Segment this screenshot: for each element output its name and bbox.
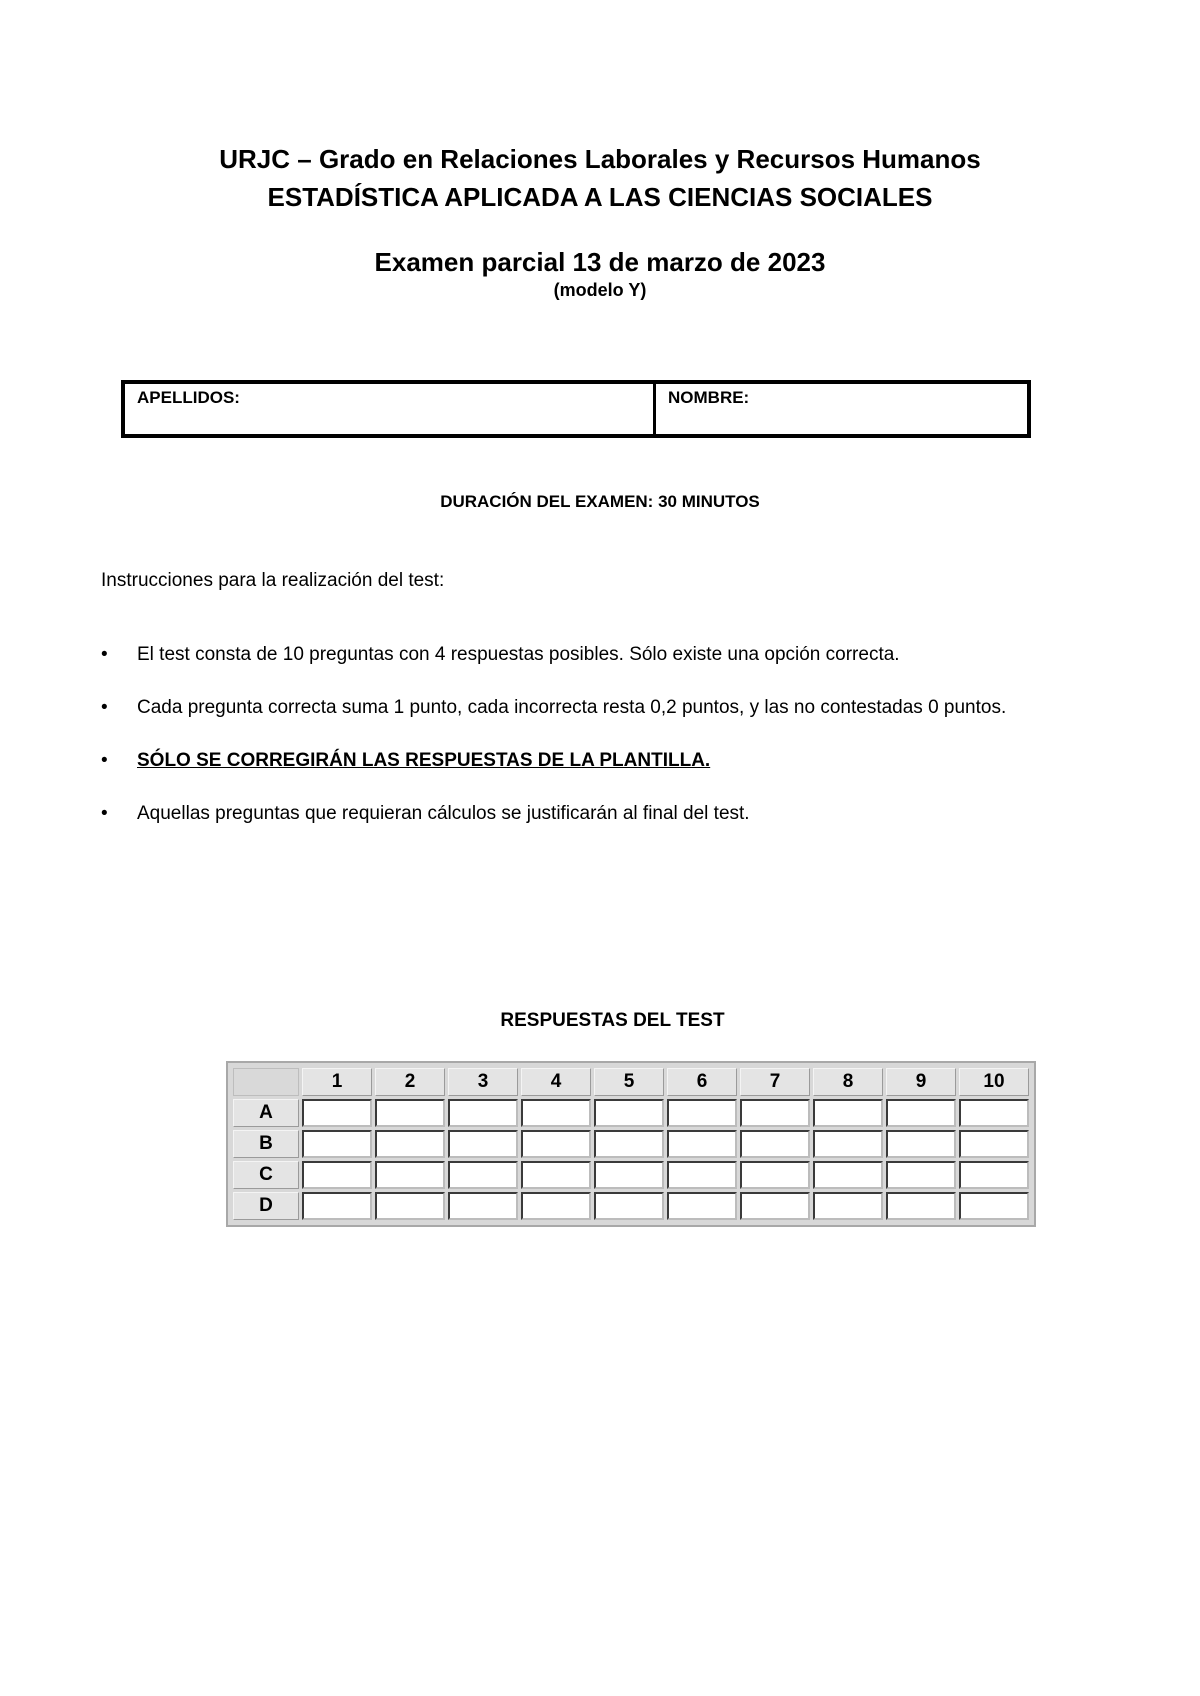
answer-checkbox[interactable] [594,1099,664,1127]
answer-checkbox[interactable] [302,1161,372,1189]
table-row [233,1192,1029,1220]
answer-checkbox[interactable] [521,1192,591,1220]
question-number-header: 3 [448,1068,518,1096]
answer-checkbox[interactable] [740,1192,810,1220]
answer-checkbox[interactable] [959,1099,1029,1127]
answer-checkbox[interactable] [813,1161,883,1189]
answer-checkbox[interactable] [886,1130,956,1158]
option-letter-header: B [233,1130,299,1158]
table-row [233,1130,1029,1158]
bullet-icon: • [101,803,108,824]
answer-checkbox[interactable] [813,1192,883,1220]
exam-model: (modelo Y) [553,280,647,300]
bullet-icon: • [101,697,108,718]
answer-checkbox[interactable] [959,1192,1029,1220]
instruction-text: Cada pregunta correcta suma 1 punto, cada incorrecta resta 0,2 puntos, y las no contestadas 0 puntos. [137,697,1007,718]
answer-table [230,1065,1032,1223]
exam-header [0,140,1200,302]
instructions-list [101,642,1071,854]
answer-checkbox[interactable] [959,1130,1029,1158]
answer-checkbox[interactable] [667,1099,737,1127]
answer-checkbox[interactable] [448,1099,518,1127]
surname-field[interactable] [125,384,656,434]
answer-checkbox[interactable] [959,1161,1029,1189]
answer-checkbox[interactable] [594,1161,664,1189]
question-number-header: 10 [959,1068,1029,1096]
answer-checkbox[interactable] [667,1192,737,1220]
answer-checkbox[interactable] [594,1192,664,1220]
answer-checkbox[interactable] [521,1130,591,1158]
instructions-title: Instrucciones para la realización del test: [101,570,445,591]
answer-checkbox[interactable] [448,1161,518,1189]
answer-checkbox[interactable] [667,1130,737,1158]
question-number-header: 8 [813,1068,883,1096]
answer-checkbox[interactable] [521,1161,591,1189]
answer-checkbox[interactable] [302,1192,372,1220]
answer-checkbox[interactable] [375,1161,445,1189]
answer-checkbox[interactable] [813,1099,883,1127]
surname-label: APELLIDOS: [137,388,240,407]
answer-checkbox[interactable] [886,1099,956,1127]
answer-sheet-grid [226,1061,1036,1227]
answer-checkbox[interactable] [302,1130,372,1158]
option-letter-header: A [233,1099,299,1127]
answer-checkbox[interactable] [667,1161,737,1189]
answer-checkbox[interactable] [594,1130,664,1158]
answer-checkbox[interactable] [375,1130,445,1158]
answer-checkbox[interactable] [740,1130,810,1158]
question-number-header: 1 [302,1068,372,1096]
answer-checkbox[interactable] [521,1099,591,1127]
first-name-label: NOMBRE: [668,388,750,407]
table-row [233,1161,1029,1189]
table-row [233,1099,1029,1127]
answer-checkbox[interactable] [740,1099,810,1127]
answer-checkbox[interactable] [302,1099,372,1127]
list-item [101,695,1071,721]
answer-checkbox[interactable] [813,1130,883,1158]
instruction-text: Aquellas preguntas que requieran cálculos se justificarán al final del test. [137,803,750,824]
bullet-icon: • [101,644,108,665]
answer-checkbox[interactable] [375,1192,445,1220]
answer-checkbox[interactable] [886,1161,956,1189]
exam-title: Examen parcial 13 de marzo de 2023 [374,247,826,277]
list-item [101,748,1071,774]
list-item [101,801,1071,827]
answer-checkbox[interactable] [740,1161,810,1189]
table-corner-cell [233,1068,299,1096]
answer-checkbox[interactable] [375,1099,445,1127]
answers-title: RESPUESTAS DEL TEST [500,1010,725,1031]
university-degree-title: URJC – Grado en Relaciones Laborales y Recursos Humanos [219,144,981,174]
question-number-header: 5 [594,1068,664,1096]
exam-duration: DURACIÓN DEL EXAMEN: 30 MINUTOS [440,492,760,511]
instruction-text: SÓLO SE CORREGIRÁN LAS RESPUESTAS DE LA PLANTILLA. [137,750,711,771]
question-number-header: 9 [886,1068,956,1096]
student-name-box [121,380,1031,438]
question-number-header: 7 [740,1068,810,1096]
course-title: ESTADÍSTICA APLICADA A LAS CIENCIAS SOCIALES [267,182,933,212]
answer-checkbox[interactable] [448,1192,518,1220]
instruction-text: El test consta de 10 preguntas con 4 respuestas posibles. Sólo existe una opción correcta. [137,644,900,665]
question-number-header: 2 [375,1068,445,1096]
table-header-row [233,1068,1029,1096]
question-number-header: 6 [667,1068,737,1096]
bullet-icon: • [101,750,108,771]
question-number-header: 4 [521,1068,591,1096]
option-letter-header: C [233,1161,299,1189]
answer-checkbox[interactable] [886,1192,956,1220]
first-name-field[interactable] [656,384,1027,434]
option-letter-header: D [233,1192,299,1220]
list-item [101,642,1071,668]
answer-checkbox[interactable] [448,1130,518,1158]
